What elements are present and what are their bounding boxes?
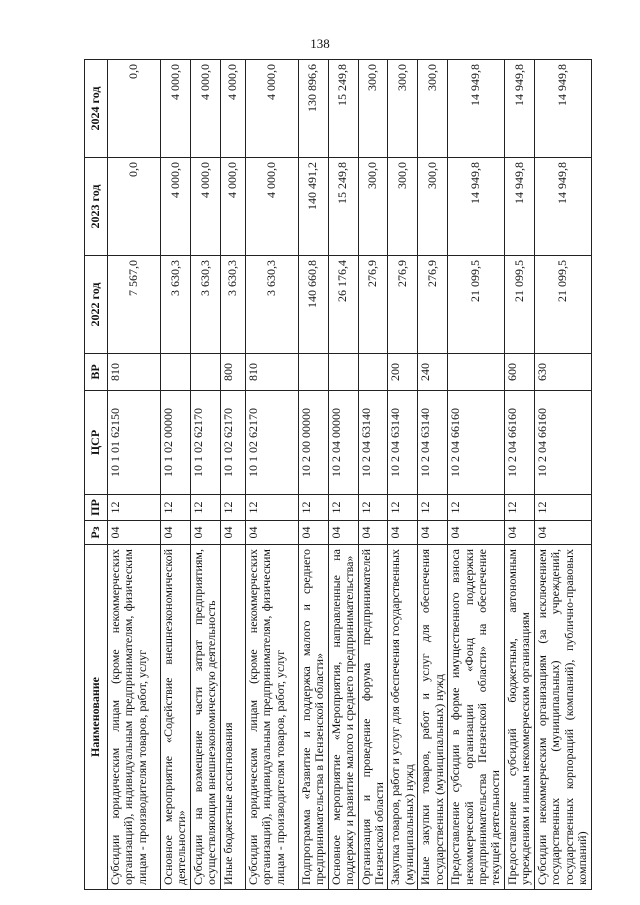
cell-2023: 300,0 (388, 158, 418, 256)
cell-2022: 21 099,5 (448, 256, 505, 354)
cell-vr: 800 (220, 354, 245, 391)
table-row (504, 60, 534, 890)
cell-name: Субсидии некоммерческим организациям (за исключением государственных (муниципальных) учреждений, государственных корпораций (компаний), публично-правовых компаний) (534, 545, 591, 890)
cell-csr: 10 2 00 00000 (298, 391, 328, 495)
cell-csr: 10 1 01 62150 (108, 391, 161, 495)
cell-rz: 04 (245, 521, 298, 545)
cell-2024: 300,0 (358, 60, 388, 158)
cell-name: Подпрограмма «Развитие и поддержка малого и среднего предпринимательства в Пензенской области» (298, 545, 328, 890)
header-vr: ВР (85, 354, 108, 391)
cell-csr: 10 2 04 63140 (358, 391, 388, 495)
cell-pr: 12 (245, 495, 298, 521)
cell-2023: 14 949,8 (504, 158, 534, 256)
cell-2024: 15 249,8 (328, 60, 358, 158)
header-2024: 2024 год (85, 60, 108, 158)
cell-2024: 300,0 (418, 60, 448, 158)
table-row (534, 60, 591, 890)
budget-table (84, 59, 592, 890)
header-rz: Рз (85, 521, 108, 545)
cell-2024: 14 949,8 (534, 60, 591, 158)
table-row (190, 60, 220, 890)
cell-2022: 3 630,3 (245, 256, 298, 354)
cell-vr (358, 354, 388, 391)
cell-csr: 10 2 04 00000 (328, 391, 358, 495)
cell-name: Основное мероприятие «Содействие внешнеэкономической деятельности» (161, 545, 191, 890)
cell-rz: 04 (448, 521, 505, 545)
cell-rz: 04 (161, 521, 191, 545)
cell-name: Иные закупки товаров, работ и услуг для обеспечения государственных (муниципальных) нужд (418, 545, 448, 890)
cell-rz: 04 (220, 521, 245, 545)
cell-csr: 10 1 02 62170 (245, 391, 298, 495)
cell-pr: 12 (358, 495, 388, 521)
cell-name: Основное мероприятие «Мероприятия, направленные на поддержку и развитие малого и среднего предпринимательства» (328, 545, 358, 890)
cell-name: Субсидии на возмещение части затрат предприятиям, осуществляющим внешнеэкономическую деятельность (190, 545, 220, 890)
cell-2023: 140 491,2 (298, 158, 328, 256)
header-csr: ЦСР (85, 391, 108, 495)
cell-2022: 3 630,3 (220, 256, 245, 354)
cell-2023: 15 249,8 (328, 158, 358, 256)
cell-2023: 4 000,0 (220, 158, 245, 256)
header-2023: 2023 год (85, 158, 108, 256)
table-row (418, 60, 448, 890)
cell-csr: 10 2 04 63140 (388, 391, 418, 495)
cell-2023: 4 000,0 (245, 158, 298, 256)
table-row (108, 60, 161, 890)
cell-pr: 12 (298, 495, 328, 521)
table-header-row (85, 60, 108, 890)
cell-2022: 276,9 (418, 256, 448, 354)
cell-pr: 12 (220, 495, 245, 521)
cell-name: Предоставление субсидий бюджетным, автономным учреждениям и иным некоммерческим организациям (504, 545, 534, 890)
cell-name: Организация и проведение форума предпринимателей Пензенской области (358, 545, 388, 890)
cell-pr: 12 (388, 495, 418, 521)
cell-csr: 10 1 02 62170 (190, 391, 220, 495)
cell-name: Закупка товаров, работ и услуг для обеспечения государственных (муниципальных) нужд (388, 545, 418, 890)
cell-2022: 276,9 (388, 256, 418, 354)
cell-rz: 04 (298, 521, 328, 545)
cell-2023: 4 000,0 (161, 158, 191, 256)
cell-2023: 4 000,0 (190, 158, 220, 256)
page-number: 138 (310, 36, 330, 51)
cell-pr: 12 (448, 495, 505, 521)
cell-rz: 04 (358, 521, 388, 545)
cell-2022: 3 630,3 (161, 256, 191, 354)
cell-pr: 12 (161, 495, 191, 521)
cell-2024: 4 000,0 (161, 60, 191, 158)
header-name: Наименование (85, 545, 108, 890)
cell-csr: 10 1 02 62170 (220, 391, 245, 495)
cell-pr: 12 (534, 495, 591, 521)
table-row (388, 60, 418, 890)
cell-csr: 10 2 04 63140 (418, 391, 448, 495)
cell-vr: 200 (388, 354, 418, 391)
cell-vr: 810 (245, 354, 298, 391)
cell-pr: 12 (328, 495, 358, 521)
cell-rz: 04 (388, 521, 418, 545)
table-row (245, 60, 298, 890)
cell-2023: 300,0 (418, 158, 448, 256)
cell-csr: 10 2 04 66160 (534, 391, 591, 495)
cell-2023: 300,0 (358, 158, 388, 256)
cell-vr (298, 354, 328, 391)
cell-2024: 4 000,0 (220, 60, 245, 158)
cell-2024: 4 000,0 (190, 60, 220, 158)
cell-rz: 04 (328, 521, 358, 545)
cell-vr: 600 (504, 354, 534, 391)
table-row (298, 60, 328, 890)
cell-pr: 12 (504, 495, 534, 521)
header-2022: 2022 год (85, 256, 108, 354)
cell-vr: 630 (534, 354, 591, 391)
cell-2023: 0,0 (108, 158, 161, 256)
table-row (328, 60, 358, 890)
cell-csr: 10 2 04 66160 (448, 391, 505, 495)
cell-vr (190, 354, 220, 391)
cell-2022: 276,9 (358, 256, 388, 354)
cell-pr: 12 (108, 495, 161, 521)
cell-2022: 21 099,5 (534, 256, 591, 354)
cell-vr (161, 354, 191, 391)
cell-2022: 21 099,5 (504, 256, 534, 354)
cell-2022: 140 660,8 (298, 256, 328, 354)
cell-2024: 14 949,8 (448, 60, 505, 158)
cell-pr: 12 (418, 495, 448, 521)
cell-2024: 130 896,6 (298, 60, 328, 158)
cell-vr (328, 354, 358, 391)
table-row (220, 60, 245, 890)
cell-rz: 04 (534, 521, 591, 545)
cell-name: Субсидии юридическим лицам (кроме некоммерческих организаций), индивидуальным предпринимателям, физическим лицам - производителям товаров, работ, услуг (245, 545, 298, 890)
cell-rz: 04 (418, 521, 448, 545)
cell-2024: 0,0 (108, 60, 161, 158)
cell-vr: 240 (418, 354, 448, 391)
table-row (358, 60, 388, 890)
cell-csr: 10 2 04 66160 (504, 391, 534, 495)
cell-rz: 04 (108, 521, 161, 545)
table-row (161, 60, 191, 890)
cell-2022: 7 567,0 (108, 256, 161, 354)
cell-2024: 300,0 (388, 60, 418, 158)
cell-name: Предоставление субсидии в форме имущественного взноса некоммерческой организации «Фонд поддержки предпринимательства Пензенской области» на обеспечение текущей деятельности (448, 545, 505, 890)
cell-name: Иные бюджетные ассигнования (220, 545, 245, 890)
table-row (448, 60, 505, 890)
cell-pr: 12 (190, 495, 220, 521)
cell-csr: 10 1 02 00000 (161, 391, 191, 495)
header-pr: ПР (85, 495, 108, 521)
cell-rz: 04 (504, 521, 534, 545)
cell-2023: 14 949,8 (534, 158, 591, 256)
cell-2022: 3 630,3 (190, 256, 220, 354)
cell-name: Субсидии юридическим лицам (кроме некоммерческих организаций), индивидуальным предпринимателям, физическим лицам - производителям товаров, работ, услуг (108, 545, 161, 890)
cell-2022: 26 176,4 (328, 256, 358, 354)
rotated-table-wrapper (84, 60, 606, 890)
cell-rz: 04 (190, 521, 220, 545)
cell-2023: 14 949,8 (448, 158, 505, 256)
cell-2024: 4 000,0 (245, 60, 298, 158)
cell-2024: 14 949,8 (504, 60, 534, 158)
cell-vr: 810 (108, 354, 161, 391)
cell-vr (448, 354, 505, 391)
